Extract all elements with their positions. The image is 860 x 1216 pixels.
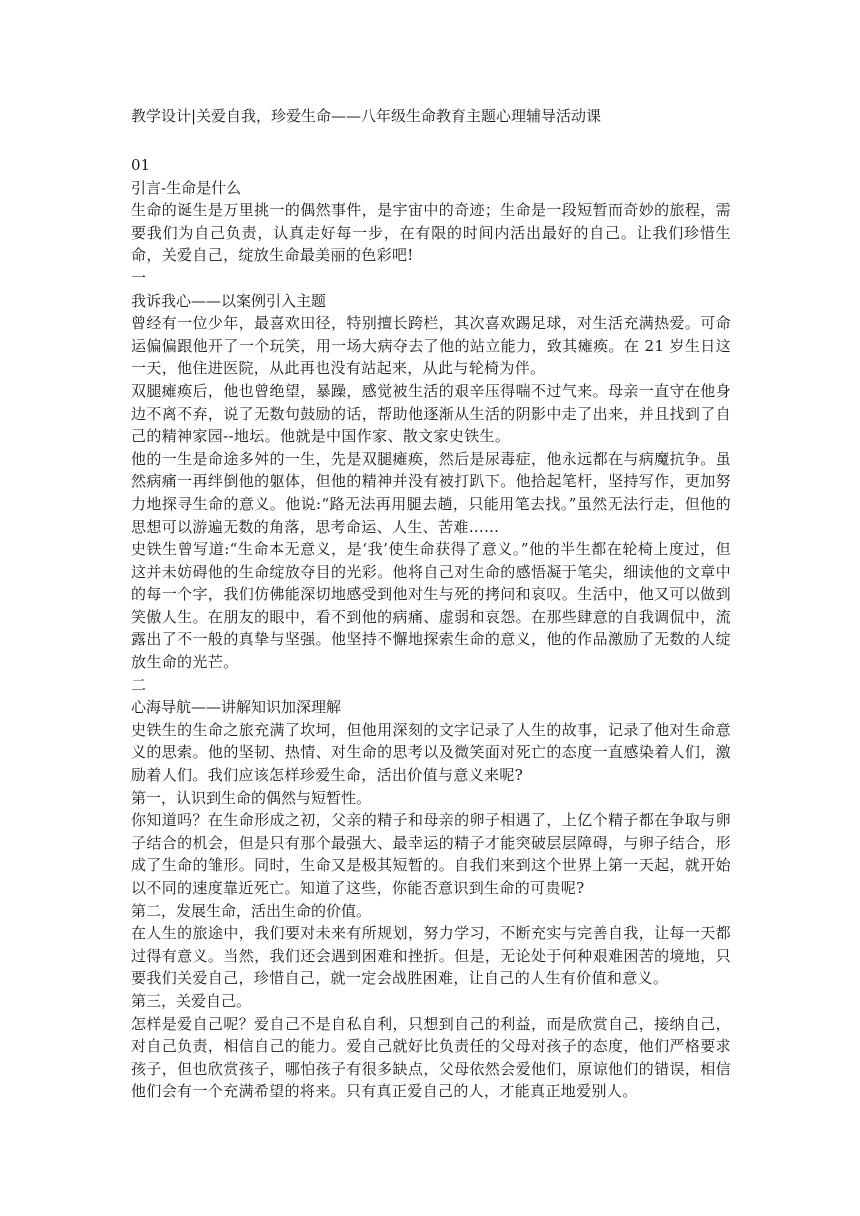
point-2-heading: 第二，发展生命，活出生命的价值。 [131, 901, 372, 920]
section-01-paragraph: 生命的诞生是万里挑一的偶然事件，是宇宙中的奇迹；生命是一段短暂而奇妙的旅程，需要我们为自己负责，认真走好每一步，在有限的时间内活出最好的自己。让我们珍惜生命，关爱自己，绽放生命最美丽的色彩吧! [131, 201, 731, 265]
section-1-heading: 我诉我心——以案例引入主题 [131, 291, 327, 310]
section-1-paragraph-2: 双腿瘫痪后，他也曾绝望，暴躁，感觉被生活的艰辛压得喘不过气来。母亲一直守在他身边不离不弃，说了无数句鼓励的话，帮助他逐渐从生活的阴影中走了出来，并且找到了自己的精神家园--地坛。他就是中国作家、散文家史铁生。 [131, 381, 731, 446]
section-2-heading: 心海导航——讲解知识加深理解 [131, 698, 342, 717]
section-2-number: 二 [131, 675, 147, 694]
document-title: 教学设计|关爱自我，珍爱生命——八年级生命教育主题心理辅导活动课 [131, 107, 602, 125]
section-01-number: 01 [131, 156, 151, 174]
section-01-heading: 引言-生命是什么 [131, 178, 242, 197]
document-body [131, 104, 731, 1103]
section-1-number: 一 [131, 268, 147, 287]
section-1-paragraph-3: 他的一生是命途多舛的一生，先是双腿瘫痪，然后是尿毒症，他永远都在与病魔抗争。虽然病痛一再绊倒他的躯体，但他的精神并没有被打趴下。他拾起笔杆，坚持写作，更加努力地探寻生命的意义。他说:“路无法再用腿去趟，只能用笔去找。”虽然无法行走，但他的思想可以游遍无数的角落，思考命运、人生、苦难…… [131, 449, 731, 536]
point-3-text: 怎样是爱自己呢？爱自己不是自私自利，只想到自己的利益，而是欣赏自己，接纳自己，对自己负责，相信自己的能力。爱自己就好比负责任的父母对孩子的态度，他们严格要求孩子，但也欣赏孩子，哪怕孩子有很多缺点，父母依然会爱他们，原谅他们的错误，相信他们会有一个充满希望的将来。只有真正爱自己的人，才能真正地爱别人。 [131, 1014, 731, 1101]
point-2-text: 在人生的旅途中，我们要对未来有所规划，努力学习，不断充实与完善自我，让每一天都过得有意义。当然，我们还会遇到困难和挫折。但是，无论处于何种艰难困苦的境地，只要我们关爱自己，珍惜自己，就一定会战胜困难，让自己的人生有价值和意义。 [131, 924, 731, 988]
section-2-paragraph-1: 史铁生的生命之旅充满了坎坷，但他用深刻的文字记录了人生的故事，记录了他对生命意义的思索。他的坚韧、热情、对生命的思考以及微笑面对死亡的态度一直感染着人们，激励着人们。我们应该怎样珍爱生命，活出价值与意义来呢? [131, 720, 731, 785]
point-3-heading: 第三，关爱自己。 [131, 991, 252, 1010]
point-1-text: 你知道吗？在生命形成之初，父亲的精子和母亲的卵子相遇了，上亿个精子都在争取与卵子结合的机会，但是只有那个最强大、最幸运的精子才能突破层层障碍，与卵子结合，形成了生命的雏形。同时，生命又是极其短暂的。自我们来到这个世界上第一天起，就开始以不同的速度靠近死亡。知道了这些，你能否意识到生命的可贵呢? [131, 811, 731, 897]
section-1-paragraph-4: 史铁生曾写道:“生命本无意义，是‘我’使生命获得了意义。”他的半生都在轮椅上度过，但这并未妨碍他的生命绽放夺目的光彩。他将自己对生命的感悟凝于笔尖，细读他的文章中的每一个字，我们仿佛能深切地感受到他对生与死的拷问和哀叹。生活中，他又可以做到笑傲人生。在朋友的眼中，看不到他的病痛、虚弱和哀怨。在那些肆意的自我调侃中，流露出了不一般的真挚与坚强。他坚持不懈地探索生命的意义，他的作品激励了无数的人绽放生命的光芒。 [131, 540, 731, 672]
point-1-heading: 第一，认识到生命的偶然与短暂性。 [131, 788, 372, 807]
section-1-paragraph-1: 曾经有一位少年，最喜欢田径，特别擅长跨栏，其次喜欢踢足球，对生活充满热爱。可命运偏偏跟他开了一个玩笑，用一场大病夺去了他的站立能力，致其瘫痪。在 21 岁生日这一天，他住进医院，从此再也没有站起来，从此与轮椅为伴。 [131, 314, 731, 378]
